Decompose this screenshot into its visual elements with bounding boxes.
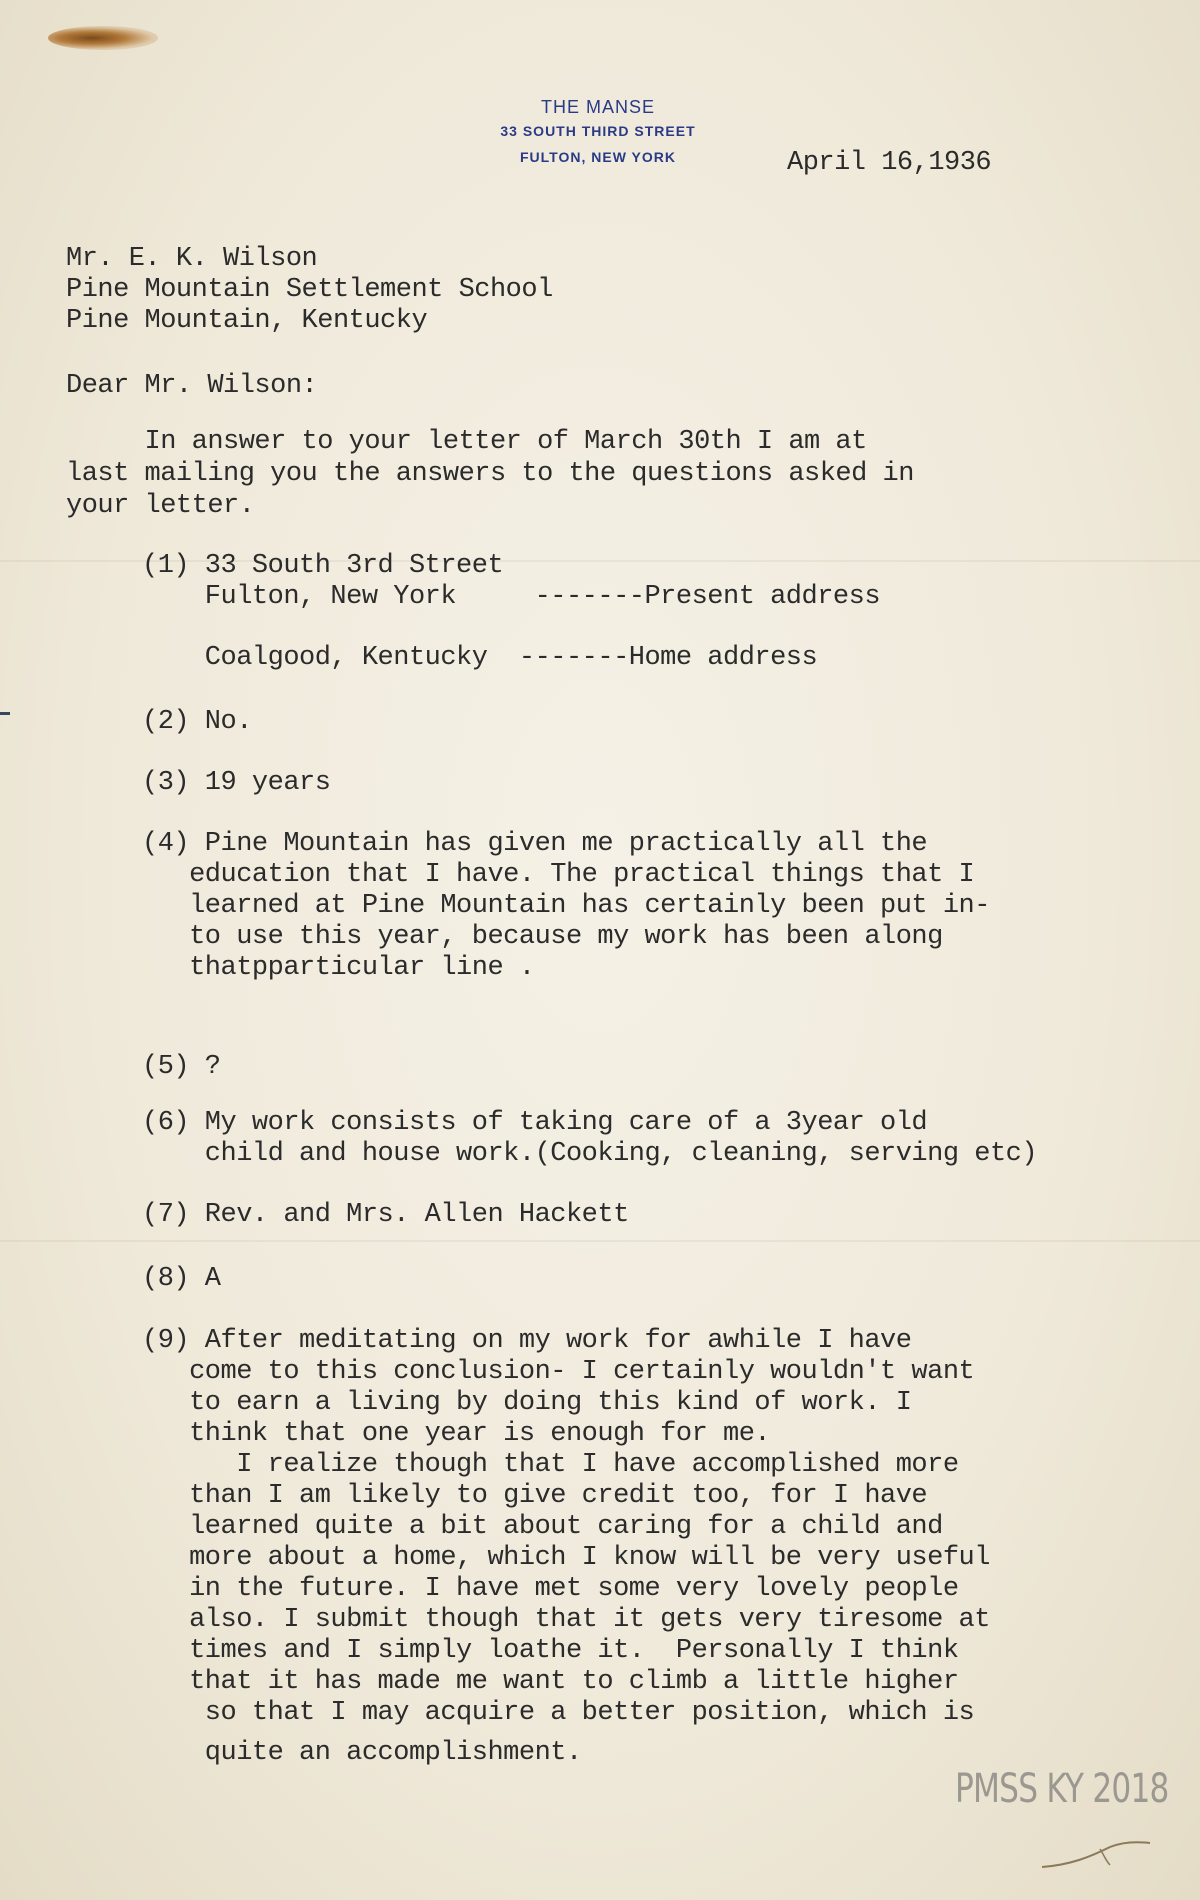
answer-6-line: child and house work.(Cooking, cleaning, serving etc) — [142, 1139, 1038, 1169]
answer-4-line: (4) Pine Mountain has given me practically all the — [142, 829, 928, 859]
letterhead-street: 33 SOUTH THIRD STREET — [500, 123, 696, 139]
answer-9-line: that it has made me want to climb a little higher — [142, 1667, 959, 1697]
archive-stamp: PMSS KY 2018 — [955, 1766, 1169, 1812]
answer-3: (3) 19 years — [142, 768, 331, 798]
intro-line: In answer to your letter of March 30th I am at — [66, 427, 867, 457]
answer-9-line: (9) After meditating on my work for awhile I have — [142, 1326, 912, 1356]
answer-9-line: in the future. I have met some very lovely people — [142, 1574, 959, 1604]
paper-fold — [0, 1240, 1200, 1242]
answer-1-line: Fulton, New York -------Present address — [142, 582, 881, 612]
letter-date: April 16,1936 — [787, 148, 992, 178]
answer-9-line: than I am likely to give credit too, for I have — [142, 1481, 928, 1511]
answer-5: (5) ? — [142, 1052, 221, 1082]
pencil-mark — [1040, 1835, 1160, 1875]
answer-9-line: come to this conclusion- I certainly wouldn't want — [142, 1357, 975, 1387]
letterhead-name: THE MANSE — [540, 97, 655, 117]
answer-9-line: to earn a living by doing this kind of work. I — [142, 1388, 912, 1418]
answer-9-line: also. I submit though that it gets very tiresome at — [142, 1605, 990, 1635]
answer-2: (2) No. — [142, 707, 252, 737]
edge-mark — [0, 712, 10, 715]
recipient-line: Pine Mountain, Kentucky — [66, 306, 428, 336]
recipient-line: Pine Mountain Settlement School — [66, 275, 553, 305]
answer-9-line: learned quite a bit about caring for a child and — [142, 1512, 943, 1542]
answer-4-line: thatpparticular line . — [142, 953, 535, 983]
answer-8: (8) A — [142, 1264, 221, 1294]
answer-9-line: think that one year is enough for me. — [142, 1419, 771, 1449]
letterhead — [468, 96, 728, 170]
salutation: Dear Mr. Wilson: — [66, 371, 318, 401]
answer-9-line: times and I simply loathe it. Personally I think — [142, 1636, 959, 1666]
answer-9-line: so that I may acquire a better position, which is — [142, 1698, 975, 1728]
intro-line: last mailing you the answers to the questions asked in — [66, 459, 914, 489]
rust-stain — [48, 26, 158, 50]
answer-9-line: more about a home, which I know will be very useful — [142, 1543, 990, 1573]
answer-7: (7) Rev. and Mrs. Allen Hackett — [142, 1200, 629, 1230]
letterhead-city: FULTON, NEW YORK — [520, 149, 676, 165]
answer-9-line: quite an accomplishment. — [142, 1738, 582, 1768]
answer-1-line: (1) 33 South 3rd Street — [142, 551, 504, 581]
answer-9-line: I realize though that I have accomplished more — [142, 1450, 959, 1480]
answer-4-line: education that I have. The practical things that I — [142, 860, 975, 890]
answer-6-line: (6) My work consists of taking care of a 3year old — [142, 1108, 928, 1138]
recipient-line: Mr. E. K. Wilson — [66, 244, 318, 274]
intro-line: your letter. — [66, 491, 255, 521]
answer-4-line: to use this year, because my work has been along — [142, 922, 943, 952]
answer-1-line: Coalgood, Kentucky -------Home address — [142, 643, 818, 673]
answer-4-line: learned at Pine Mountain has certainly been put in- — [142, 891, 990, 921]
